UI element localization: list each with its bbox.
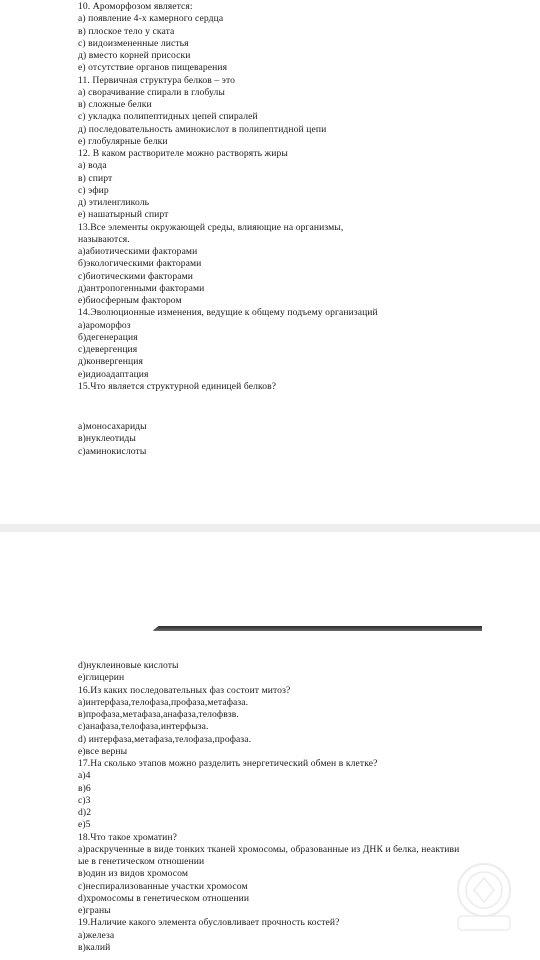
text-line: с)аминокислоты <box>78 445 147 457</box>
text-line: а)железа <box>78 929 115 941</box>
text-line: ые в генетическом отношении <box>78 856 205 867</box>
page-separator <box>0 524 540 532</box>
text-line: в)профаза,метафаза,анафаза,телофвзв. <box>78 709 239 720</box>
text-line: а) вода <box>78 160 107 172</box>
text-line: d) интерфаза,метафаза,телофаза,профаза. <box>78 733 252 745</box>
text-line: е)все верны <box>78 745 128 757</box>
text-line: в) сложные белки <box>78 99 152 110</box>
text-line: в)один из видов хромосом <box>78 868 189 880</box>
text-line: е)биосферным фактором <box>78 295 182 306</box>
text-line: 17.На сколько этапов можно разделить энергетический обмен в клетке? <box>78 758 378 769</box>
text-line: а) появление 4-х камерного сердца <box>78 13 224 25</box>
text-line: 19.Наличие какого элемента обусловливает прочность костей? <box>78 917 340 929</box>
text-line: 11. Первичная структура белков – это <box>78 74 236 86</box>
text-line: а)ароморфоз <box>78 319 131 331</box>
text-line: с) видоизмененные листья <box>78 37 189 49</box>
text-line: с)биотическими факторами <box>78 270 193 282</box>
text-line: 13.Все элементы окружающей среды, влияющие на организмы, <box>78 221 344 233</box>
text-line: е)граны <box>78 905 111 916</box>
text-line: 14.Эволюционные изменения, ведущие к общему подъему организаций <box>78 307 378 319</box>
text-line: д) этиленгликоль <box>78 197 150 208</box>
text-line: d)нуклеиновые кислоты <box>78 660 179 671</box>
text-line: а)раскрученные в виде тонких тканей хромосомы, образованные из ДНК и белка, неактиви <box>78 843 460 855</box>
text-line: 18.Что такое хроматин? <box>78 831 177 843</box>
text-line: а)абиотическими факторами <box>78 246 198 257</box>
text-line: с) эфир <box>78 184 109 196</box>
text-line: е) нашатырный спирт <box>78 209 169 221</box>
text-line: в)6 <box>78 782 91 794</box>
text-line: с)анафаза,телофаза,интерфыза. <box>78 721 209 733</box>
text-line: а)моносахариды <box>78 421 147 432</box>
text-line: б)дегенерация <box>78 331 138 343</box>
text-line: с)неспирализованные участки хромосом <box>78 880 248 892</box>
text-line: е)глицерин <box>78 672 125 684</box>
text-line: в)нуклеотиды <box>78 433 136 445</box>
text-line: а) сворачивание спирали в глобулы <box>78 86 225 98</box>
text-line: d)2 <box>78 807 92 818</box>
scan-edge-shadow <box>152 626 482 631</box>
text-line: а)интерфаза,телофаза,профаза,метафаза. <box>78 696 249 708</box>
text-line: с)3 <box>78 794 91 806</box>
text-line: с) укладка полипептидных цепей спиралей <box>78 111 258 123</box>
text-line: д) последовательность аминокислот в полипептидной цепи <box>78 123 327 135</box>
text-line: в)калий <box>78 941 111 953</box>
text-line <box>78 407 518 421</box>
text-line: в) спирт <box>78 172 113 184</box>
text-line: е) глобулярные белки <box>78 135 168 147</box>
text-line: называются. <box>78 233 130 245</box>
text-line: д)конвергенция <box>78 356 143 368</box>
logo-watermark-icon <box>448 860 520 942</box>
page-1-text <box>78 1 518 458</box>
text-line: с)девергенция <box>78 344 138 355</box>
text-line: а)4 <box>78 770 91 782</box>
text-line: е)идиоадаптация <box>78 368 149 380</box>
text-line: 10. Ароморфозом является: <box>78 1 193 12</box>
text-line: е) отсутствие органов пищеварения <box>78 62 228 74</box>
text-line: д)антропогенными факторами <box>78 282 205 294</box>
text-line: в) плоское тело у ската <box>78 25 175 37</box>
text-line <box>78 393 518 407</box>
text-line: е)5 <box>78 819 91 831</box>
text-line: б)экологическими факторами <box>78 258 202 270</box>
text-line: 16.Из каких последовательных фаз состоит митоз? <box>78 684 291 696</box>
text-line: 15.Что является структурной единицей белков? <box>78 380 277 392</box>
text-line: д) вместо корней присоски <box>78 50 191 61</box>
text-line: 12. В каком растворителе можно растворять жиры <box>78 148 288 159</box>
text-line: d)хромосомы в генетическом отношении <box>78 892 250 904</box>
